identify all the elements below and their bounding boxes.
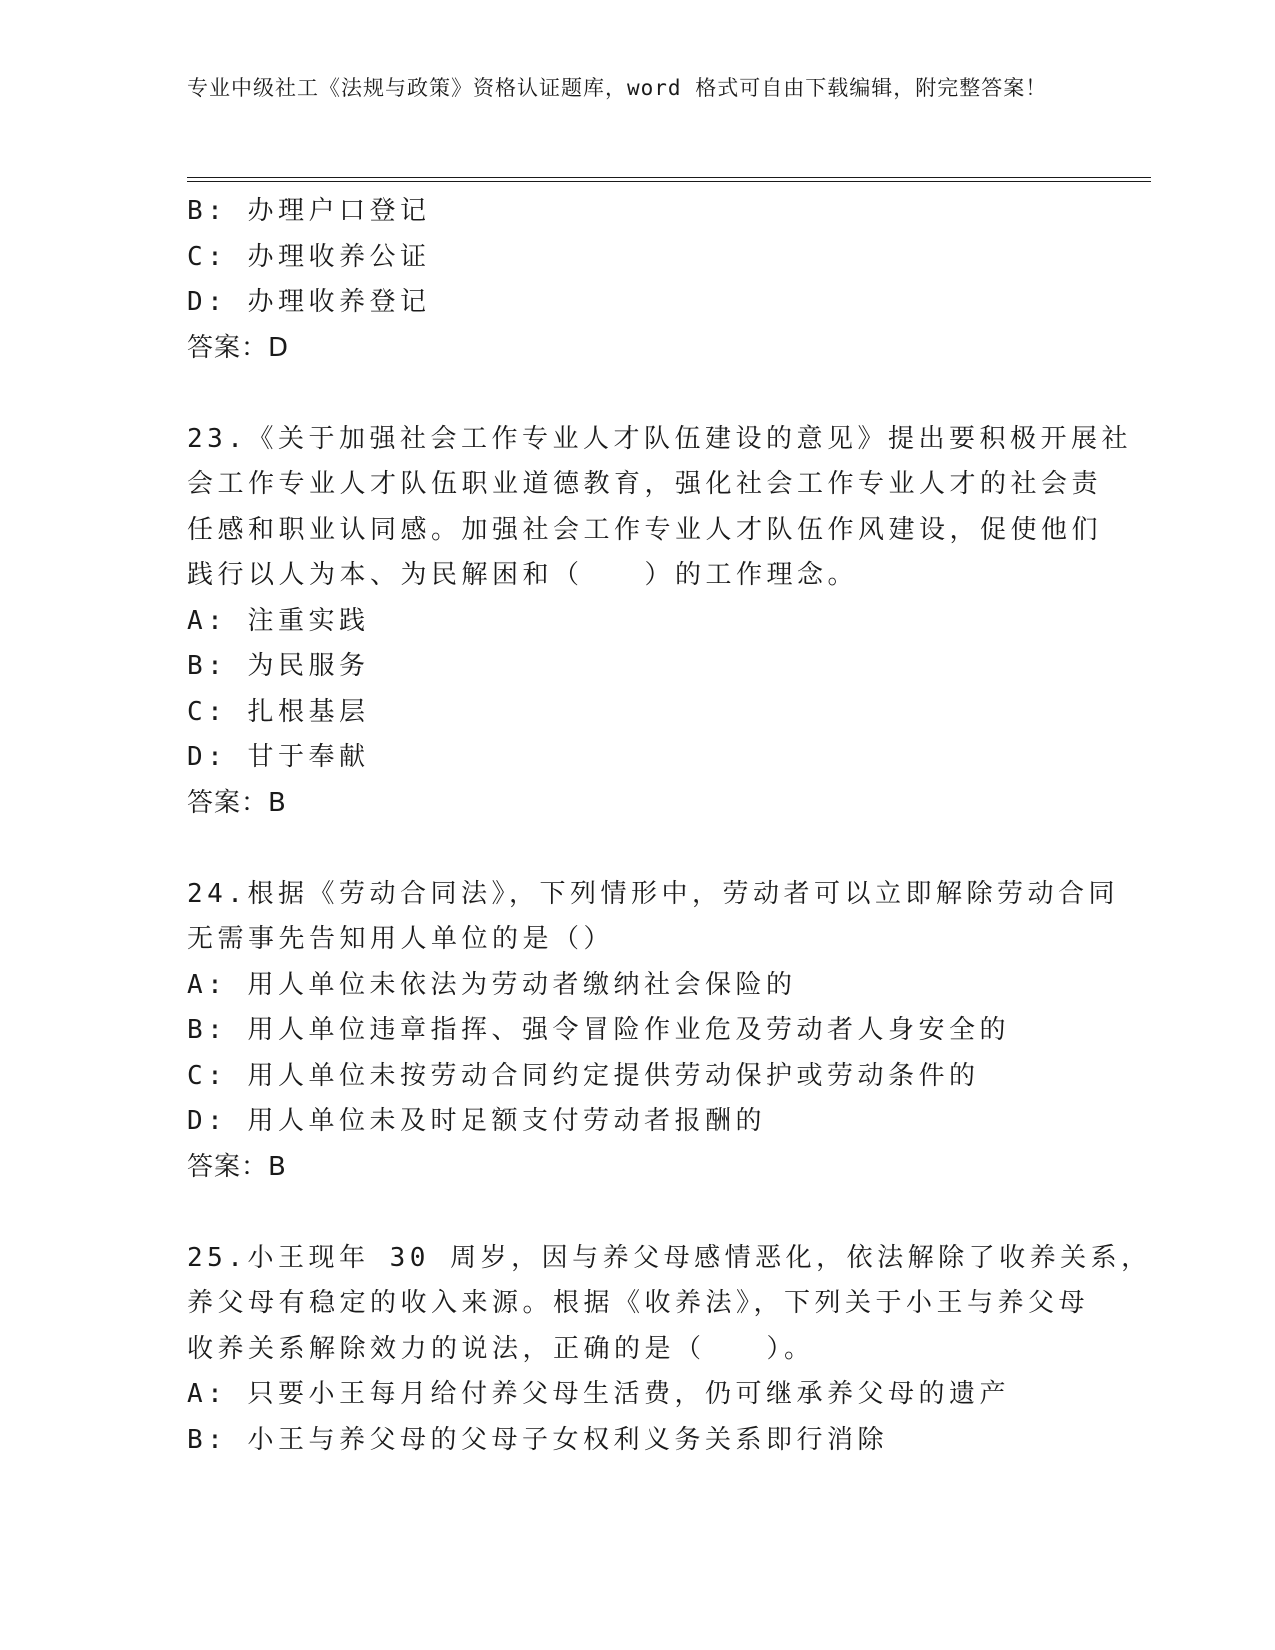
option-b: B: 小王与养父母的父母子女权利义务关系即行消除 (187, 1424, 888, 1455)
question-stem-line: 会工作专业人才队伍职业道德教育，强化社会工作专业人才的社会责 (187, 469, 1103, 499)
option-c: C: 用人单位未按劳动合同约定提供劳动保护或劳动条件的 (187, 1060, 980, 1091)
question-stem-line: 养父母有稳定的收入来源。根据《收养法》，下列关于小王与养父母 (187, 1288, 1090, 1318)
option-d: D: 用人单位未及时足额支付劳动者报酬的 (187, 1106, 766, 1136)
option-a: A: 只要小王每月给付养父母生活费，仍可继承养父母的遗产 (187, 1379, 1010, 1409)
option-a: A: 用人单位未依法为劳动者缴纳社会保险的 (187, 969, 797, 1000)
option-b: B: 用人单位违章指挥、强令冒险作业危及劳动者人身安全的 (187, 1015, 1010, 1045)
document-header: 专业中级社工《法规与政策》资格认证题库，word 格式可自由下载编辑，附完整答案！ (187, 76, 1048, 100)
option-b: B: 为民服务 (187, 651, 370, 681)
question-stem-line: 无需事先告知用人单位的是（） (187, 924, 615, 954)
question-23 (187, 417, 1132, 827)
question-list (187, 189, 1152, 1463)
question-stem-line: 25.小王现年 30 周岁，因与养父母感情恶化，依法解除了收养关系， (187, 1242, 1152, 1273)
question-stem-line: 24.根据《劳动合同法》，下列情形中，劳动者可以立即解除劳动合同 (187, 878, 1119, 909)
question-25 (187, 1236, 1152, 1464)
header-divider-bottom (187, 181, 1151, 182)
option-a: A: 注重实践 (187, 605, 370, 636)
header-divider-top (187, 177, 1151, 178)
option-d: D: 甘于奉献 (187, 742, 370, 772)
answer-line: 答案：D (187, 332, 290, 363)
question-22-continued (187, 189, 1087, 371)
question-24 (187, 872, 1119, 1191)
question-stem-line: 践行以人为本、为民解困和（ ）的工作理念。 (187, 560, 859, 590)
option-c: C: 办理收养公证 (187, 241, 431, 272)
option-c: C: 扎根基层 (187, 696, 370, 727)
option-b: B: 办理户口登记 (187, 196, 431, 226)
question-stem-line: 任感和职业认同感。加强社会工作专业人才队伍作风建设，促使他们 (187, 514, 1103, 545)
question-stem-line: 23.《关于加强社会工作专业人才队伍建设的意见》提出要积极开展社 (187, 423, 1132, 454)
question-stem-line: 收养关系解除效力的说法，正确的是（ ）。 (187, 1333, 815, 1364)
answer-line: 答案：B (187, 1151, 287, 1182)
answer-line: 答案：B (187, 787, 287, 818)
option-d: D: 办理收养登记 (187, 287, 431, 317)
